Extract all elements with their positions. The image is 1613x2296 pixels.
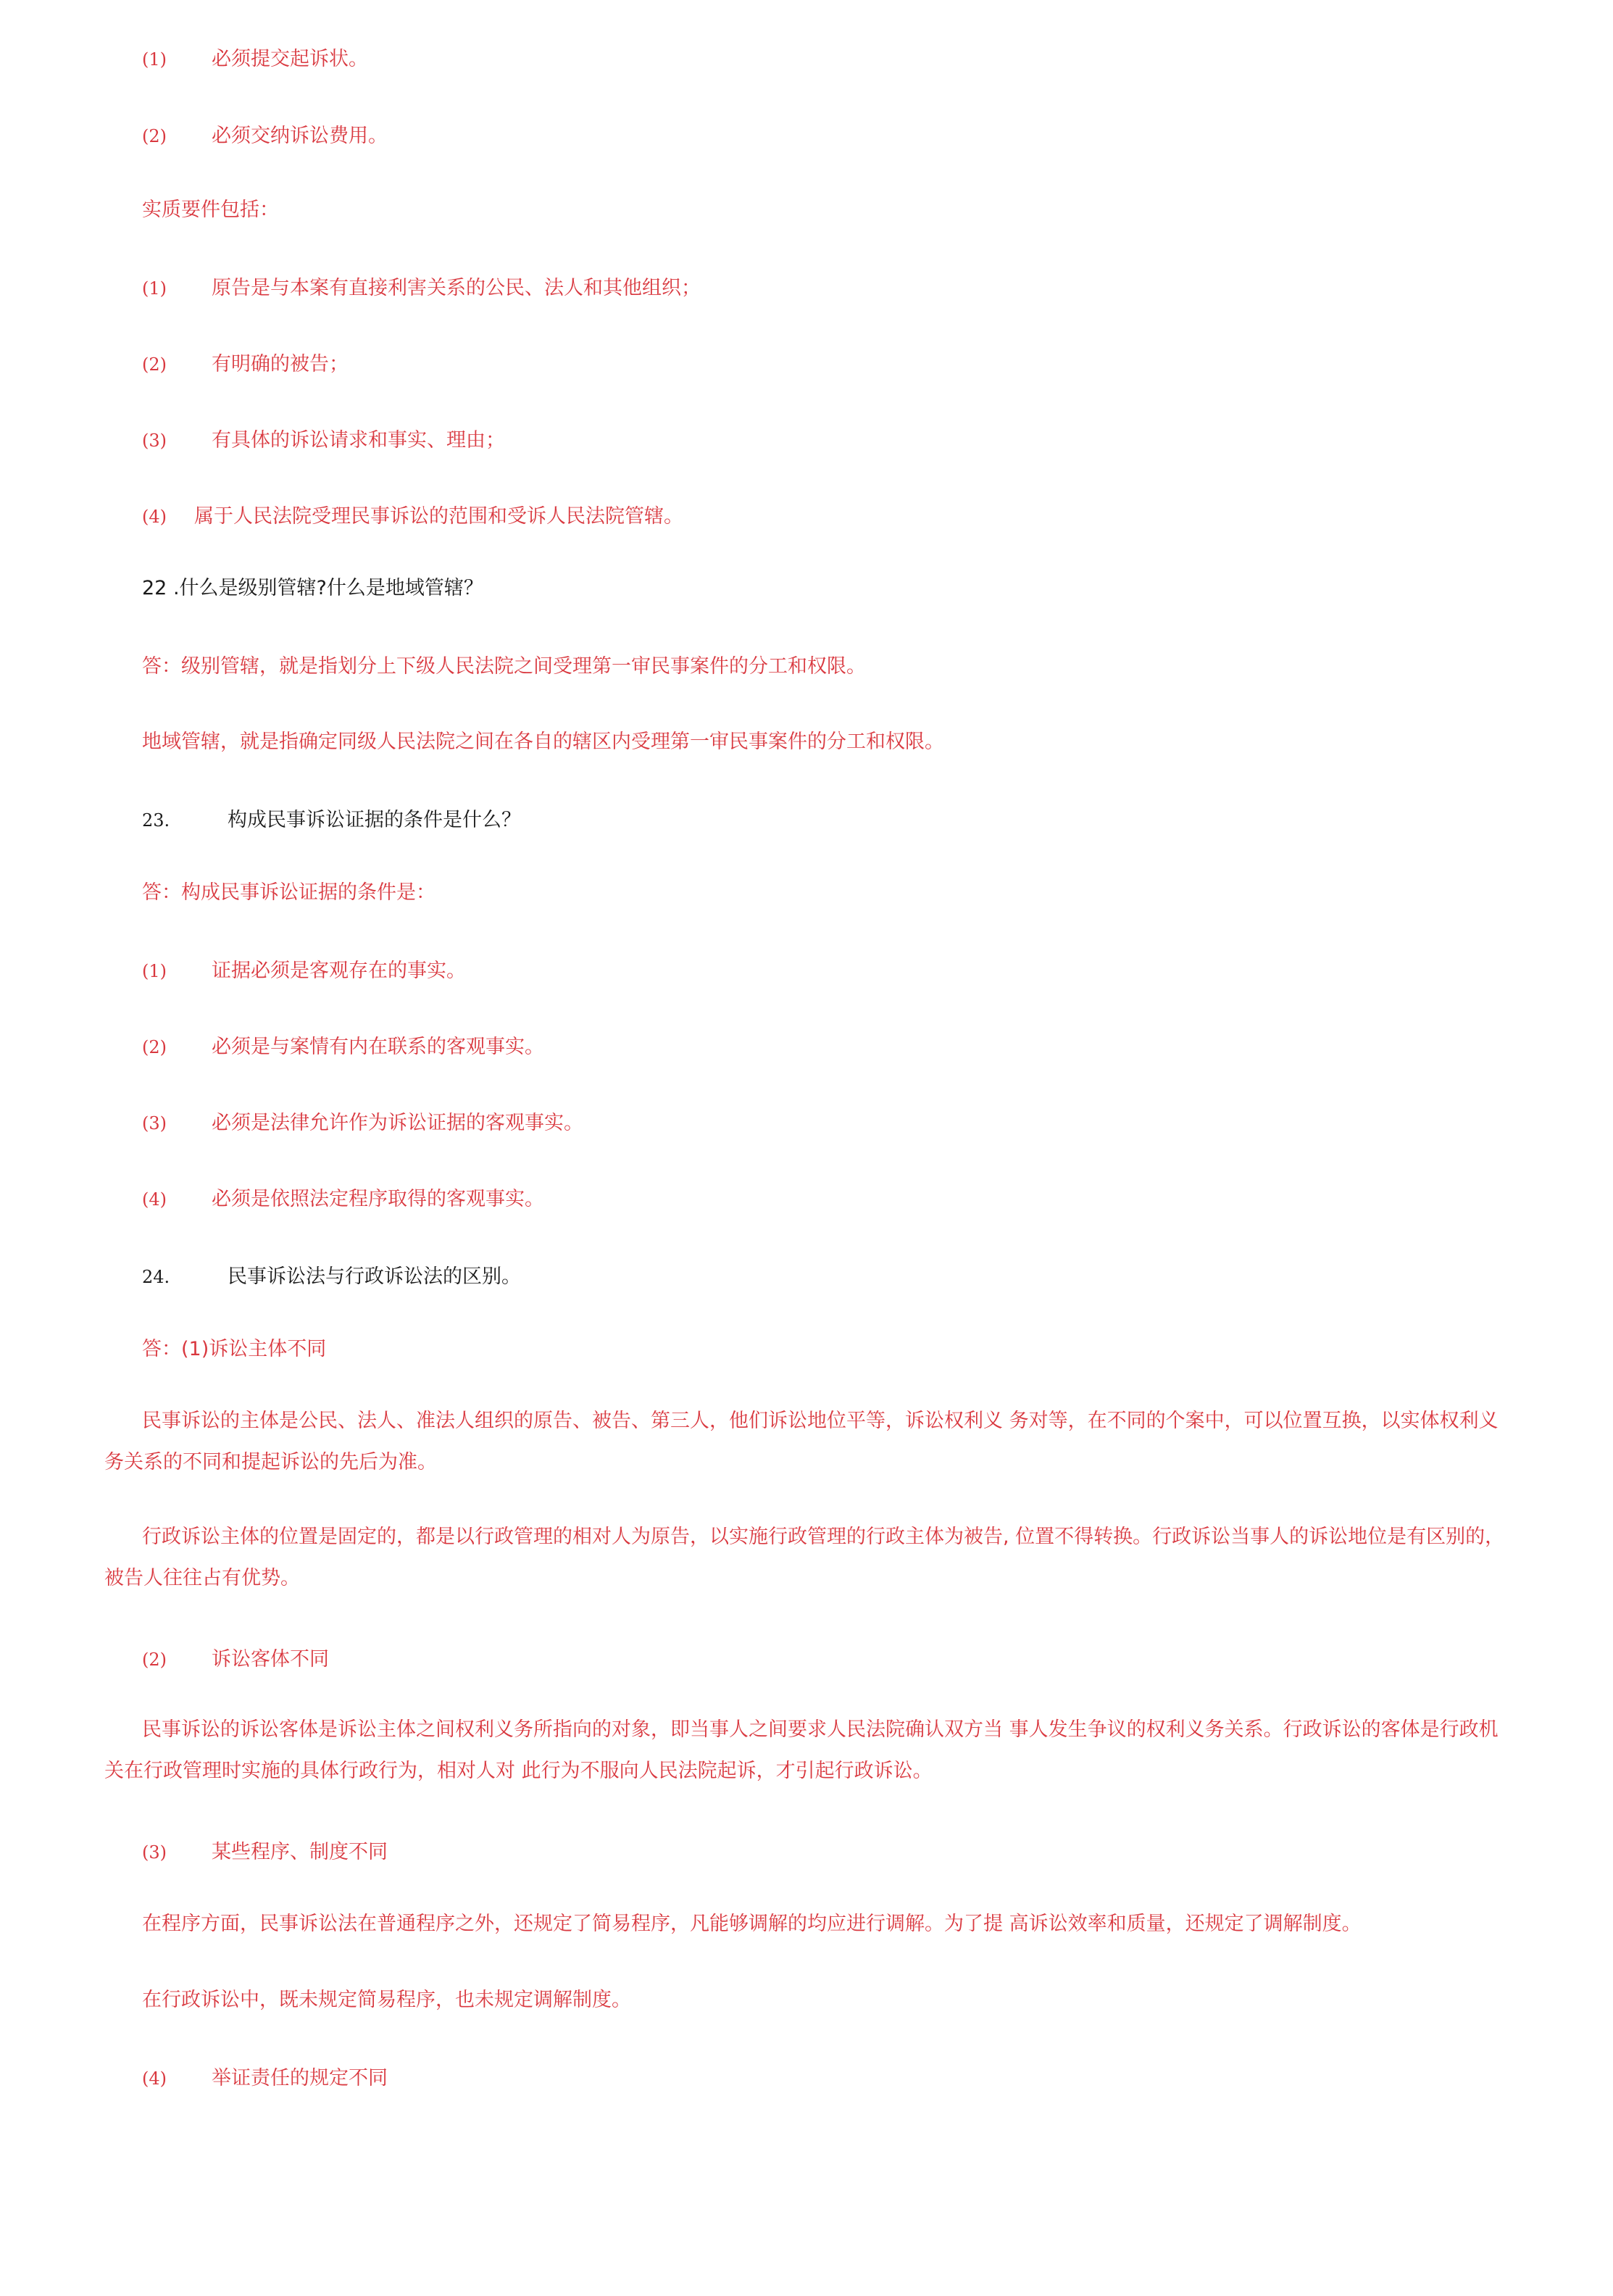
question-text: 民事诉讼法与行政诉讼法的区别。 bbox=[228, 1265, 521, 1288]
item-number: (3) bbox=[142, 430, 167, 451]
answer-text: 答：(1)诉讼主体不同 bbox=[142, 1338, 327, 1360]
item-number: (4) bbox=[142, 2068, 167, 2089]
list-item bbox=[142, 1110, 583, 1136]
item-text: 必须提交起诉状。 bbox=[212, 48, 368, 70]
question-title: 22 .什么是级别管辖?什么是地域管辖？ bbox=[142, 577, 483, 599]
answer-text: 答：构成民事诉讼证据的条件是： bbox=[142, 881, 435, 904]
item-text: 必须交纳诉讼费用。 bbox=[212, 125, 388, 147]
item-text: 有明确的被告； bbox=[212, 353, 349, 375]
body-paragraph: 行政诉讼主体的位置是固定的，都是以行政管理的相对人为原告，以实施行政管理的行政主体为被告, 位置不得转换。行政诉讼当事人的诉讼地位是有区别的，被告人往往占有优势。 bbox=[104, 1526, 1505, 1589]
list-item bbox=[142, 352, 349, 378]
question-number: 23. bbox=[142, 810, 170, 831]
item-text: 有具体的诉讼请求和事实、理由； bbox=[212, 429, 505, 452]
list-item bbox=[142, 1034, 544, 1060]
list-item bbox=[142, 2066, 388, 2092]
item-number: (2) bbox=[142, 354, 167, 375]
list-item bbox=[142, 1839, 388, 1865]
item-number: (4) bbox=[142, 507, 167, 527]
list-item bbox=[142, 1186, 544, 1213]
body-paragraph: 民事诉讼的诉讼客体是诉讼主体之间权利义务所指向的对象，即当事人之间要求人民法院确认双方当 事人发生争议的权利义务关系。行政诉讼的客体是行政机关在行政管理时实施的具体行政行为，相对人对 此行为不服向人民法院起诉，才引起行政诉讼。 bbox=[104, 1718, 1499, 1782]
body-paragraph: 民事诉讼的主体是公民、法人、准法人组织的原告、被告、第三人，他们诉讼地位平等，诉讼权利义 务对等，在不同的个案中，可以位置互换，以实体权利义务关系的不同和提起诉讼的先后为准。 bbox=[104, 1410, 1499, 1473]
item-text: 必须是与案情有内在联系的客观事实。 bbox=[212, 1036, 544, 1058]
item-number: (1) bbox=[142, 961, 167, 981]
item-text: 属于人民法院受理民事诉讼的范围和受诉人民法院管辖。 bbox=[194, 505, 683, 528]
list-item bbox=[142, 504, 683, 530]
question-number: 24. bbox=[142, 1267, 170, 1287]
item-number: (4) bbox=[142, 1189, 167, 1210]
list-item bbox=[142, 123, 388, 149]
question-title bbox=[142, 807, 521, 833]
list-item bbox=[142, 428, 505, 454]
question-text: 构成民事诉讼证据的条件是什么？ bbox=[228, 809, 521, 831]
answer-text: 答：级别管辖，就是指划分上下级人民法院之间受理第一审民事案件的分工和权限。 bbox=[142, 655, 866, 678]
item-text: 诉讼客体不同 bbox=[212, 1648, 329, 1671]
body-paragraph: 在行政诉讼中，既未规定简易程序，也未规定调解制度。 bbox=[142, 1989, 631, 2011]
item-number: (1) bbox=[142, 278, 167, 299]
list-item bbox=[142, 46, 368, 72]
body-paragraph: 在程序方面，民事诉讼法在普通程序之外，还规定了简易程序，凡能够调解的均应进行调解。为了提 高诉讼效率和质量，还规定了调解制度。 bbox=[142, 1913, 1362, 1935]
list-item bbox=[142, 275, 701, 301]
item-number: (2) bbox=[142, 126, 167, 146]
item-number: (2) bbox=[142, 1650, 167, 1670]
item-text: 举证责任的规定不同 bbox=[212, 2067, 388, 2089]
section-heading: 实质要件包括： bbox=[142, 199, 279, 221]
item-text: 原告是与本案有直接利害关系的公民、法人和其他组织； bbox=[212, 277, 701, 299]
item-number: (2) bbox=[142, 1037, 167, 1057]
item-number: (3) bbox=[142, 1113, 167, 1134]
item-text: 必须是依照法定程序取得的客观事实。 bbox=[212, 1188, 544, 1210]
item-text: 必须是法律允许作为诉讼证据的客观事实。 bbox=[212, 1112, 583, 1134]
question-title bbox=[142, 1264, 521, 1290]
item-number: (3) bbox=[142, 1842, 167, 1863]
answer-text: 地域管辖，就是指确定同级人民法院之间在各自的辖区内受理第一审民事案件的分工和权限。 bbox=[142, 731, 944, 753]
item-text: 证据必须是客观存在的事实。 bbox=[212, 960, 466, 982]
item-number: (1) bbox=[142, 49, 167, 70]
list-item bbox=[142, 1647, 329, 1673]
item-text: 某些程序、制度不同 bbox=[212, 1841, 388, 1863]
list-item bbox=[142, 958, 466, 984]
